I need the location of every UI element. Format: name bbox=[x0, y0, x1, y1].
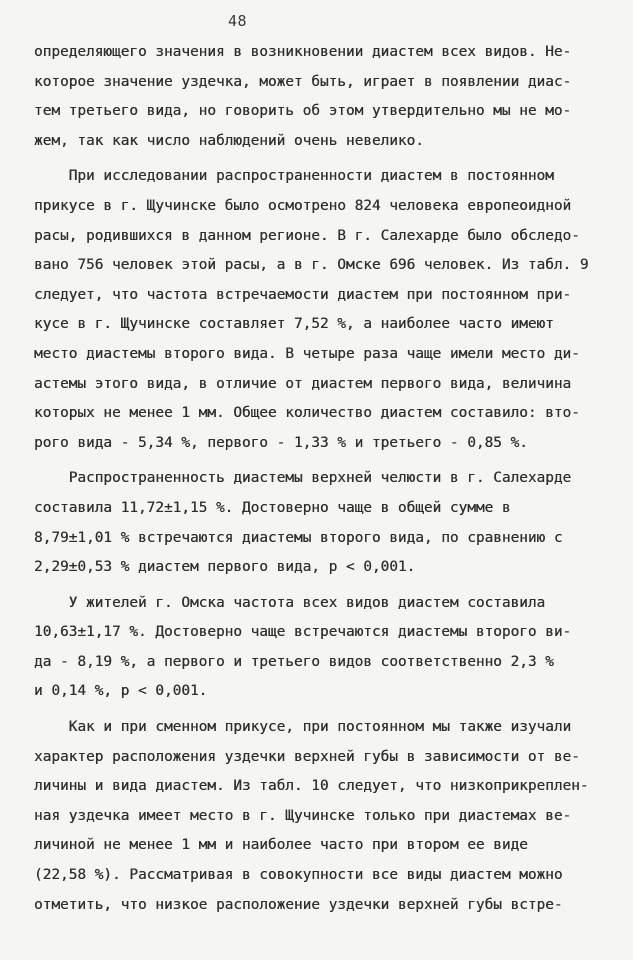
text-line: ная уздечка имеет место в г. Щучинске только при диастемах ве- bbox=[34, 807, 572, 824]
paragraph-3 bbox=[34, 464, 609, 582]
text-line: рого вида - 5,34 %, первого - 1,33 % и третьего - 0,85 %. bbox=[34, 434, 528, 451]
text-line: да - 8,19 %, а первого и третьего видов соответственно 2,3 % bbox=[34, 653, 554, 670]
paragraph-2 bbox=[34, 162, 609, 458]
text-line: личиной не менее 1 мм и наиболее часто при втором ее виде bbox=[34, 837, 528, 854]
text-line: вано 756 человек этой расы, а в г. Омске 696 человек. Из табл. 9 bbox=[34, 257, 589, 274]
text-line: Распространенность диастемы верхней челюсти в г. Салехарде bbox=[34, 470, 572, 487]
text-line: следует, что частота встречаемости диастем при постоянном при- bbox=[34, 286, 572, 303]
page-number: 48 bbox=[228, 12, 248, 30]
text-line: и 0,14 %, р < 0,001. bbox=[34, 683, 208, 700]
text-line: У жителей г. Омска частота всех видов диастем составила bbox=[34, 594, 546, 611]
text-line: 10,63±1,17 %. Достоверно чаще встречаются диастемы второго ви- bbox=[34, 624, 572, 641]
text-line: которое значение уздечка, может быть, играет в появлении диас- bbox=[34, 73, 572, 90]
paragraph-1 bbox=[34, 38, 609, 156]
text-line: Как и при сменном прикусе, при постоянном мы также изучали bbox=[34, 719, 572, 736]
text-line: личины и вида диастем. Из табл. 10 следует, что низкоприкреплен- bbox=[34, 778, 589, 795]
text-line: При исследовании распространенности диастем в постоянном bbox=[34, 168, 554, 185]
text-line: (22,58 %). Рассматривая в совокупности все виды диастем можно bbox=[34, 867, 563, 884]
text-line: место диастемы второго вида. В четыре раза чаще имели место ди- bbox=[34, 345, 580, 362]
text-line: определяющего значения в возникновении диастем всех видов. Не- bbox=[34, 44, 572, 60]
text-line: 2,29±0,53 % диастем первого вида, р < 0,001. bbox=[34, 559, 416, 576]
text-line: прикусе в г. Щучинске было осмотрено 824 человека европеоидной bbox=[34, 197, 572, 214]
paragraph-4 bbox=[34, 589, 609, 707]
text-line: составила 11,72±1,15 %. Достоверно чаще в общей сумме в bbox=[34, 499, 511, 516]
text-line: которых не менее 1 мм. Общее количество диастем составило: вто- bbox=[34, 405, 580, 422]
text-line: отметить, что низкое расположение уздечки верхней губы встре- bbox=[34, 896, 563, 913]
text-line: 8,79±1,01 % встречаются диастемы второго вида, по сравнению с bbox=[34, 529, 563, 546]
text-line: расы, родившихся в данном регионе. В г. Салехарде было обследо- bbox=[34, 227, 580, 244]
body-text bbox=[34, 38, 609, 920]
text-line: жем, так как число наблюдений очень невелико. bbox=[34, 132, 424, 149]
text-line: астемы этого вида, в отличие от диастем первого вида, величина bbox=[34, 375, 572, 392]
paragraph-5 bbox=[34, 713, 609, 920]
text-line: тем третьего вида, но говорить об этом утвердительно мы не мо- bbox=[34, 103, 572, 120]
text-line: кусе в г. Щучинске составляет 7,52 %, а наиболее часто имеют bbox=[34, 316, 554, 333]
text-line: характер расположения уздечки верхней губы в зависимости от ве- bbox=[34, 748, 580, 765]
